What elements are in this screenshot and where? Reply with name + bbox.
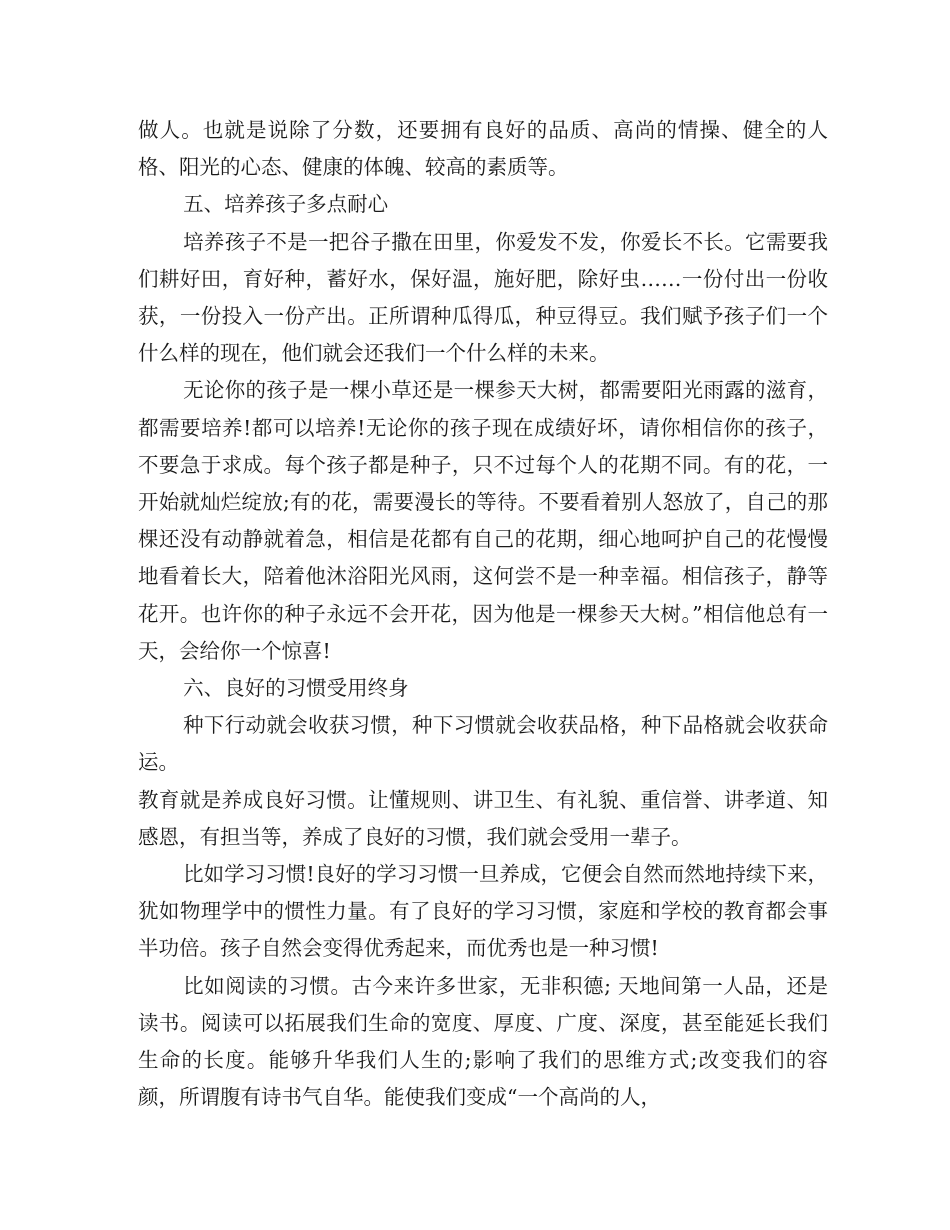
section-heading-5: 五、培养孩子多点耐心: [183, 192, 389, 217]
paragraph-habit-fate: 种下行动就会收获习惯，种下习惯就会收获品格，种下品格就会收获命运。: [138, 713, 828, 775]
paragraph-continuation: 做人。也就是说除了分数，还要拥有良好的品质、高尚的情操、健全的人格、阳光的心态、健康的体魄、较高的素质等。: [138, 118, 828, 180]
paragraph-reading-habit: 比如阅读的习惯。古今来许多世家，无非积德; 天地间第一人品，还是读书。阅读可以拓展我们生命的宽度、厚度、广度、深度，甚至能延长我们生命的长度。能够升华我们人生的;影响了我们的思维方式;改变我们的容颜，所谓腹有诗书气自华。能使我们变成“一个高尚的人，: [138, 973, 828, 1110]
paragraph-cultivate: 培养孩子不是一把谷子撒在田里，你爱发不发，你爱长不长。它需要我们耕好田，育好种，蓄好水，保好温，施好肥，除好虫……一份付出一份收获，一份投入一份产出。正所谓种瓜得瓜，种豆得豆。我们赋予孩子们一个什么样的现在，他们就会还我们一个什么样的未来。: [138, 229, 828, 366]
paragraph-flower: 无论你的孩子是一棵小草还是一棵参天大树，都需要阳光雨露的滋育，都需要培养!都可以培养!无论你的孩子现在成绩好坏，请你相信你的孩子，不要急于求成。每个孩子都是种子，只不过每个人的花期不同。有的花，一开始就灿烂绽放;有的花，需要漫长的等待。不要看着别人怒放了，自己的那棵还没有动静就着急，相信是花都有自己的花期，细心地呵护自己的花慢慢地看着长大，陪着他沐浴阳光风雨，这何尝不是一种幸福。相信孩子，静等花开。也许你的种子永远不会开花，因为他是一棵参天大树。”相信他总有一天，会给你一个惊喜!: [138, 378, 828, 663]
paragraph-study-habit: 比如学习习惯!良好的学习习惯一旦养成，它便会自然而然地持续下来，犹如物理学中的惯性力量。有了良好的学习习惯，家庭和学校的教育都会事半功倍。孩子自然会变得优秀起来，而优秀也是一种习惯!: [138, 862, 828, 961]
paragraph-education-habit: 教育就是养成良好习惯。让懂规则、讲卫生、有礼貌、重信誉、讲孝道、知感恩，有担当等，养成了良好的习惯，我们就会受用一辈子。: [138, 787, 828, 849]
section-heading-6: 六、良好的习惯受用终身: [183, 676, 409, 701]
document-body: [138, 112, 828, 1116]
